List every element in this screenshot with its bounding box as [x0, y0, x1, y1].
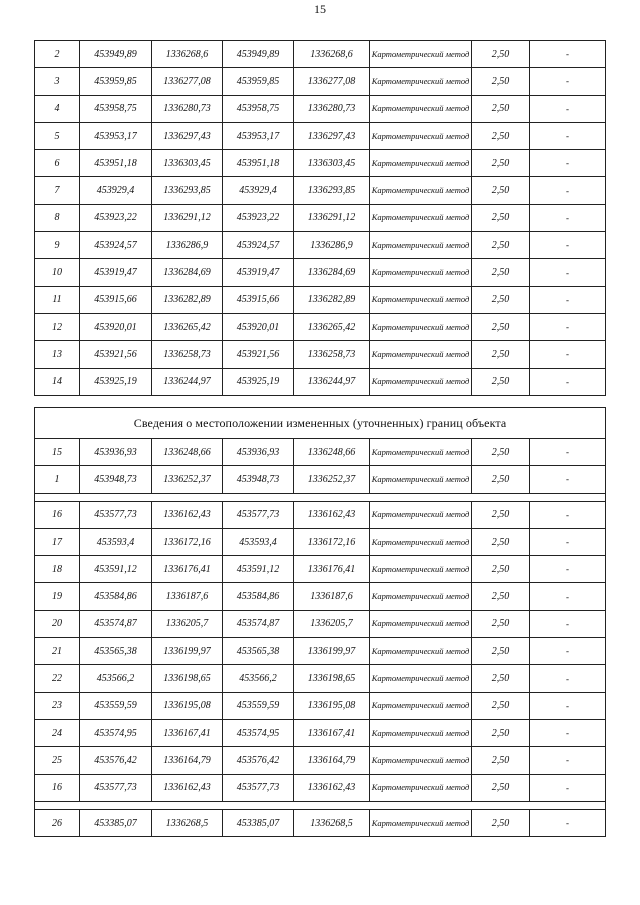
y-coord-cell: 1336195,08 — [152, 692, 223, 719]
description-cell: - — [530, 41, 606, 68]
accuracy-cell: 2,50 — [472, 719, 530, 746]
x-new-cell: 453915,66 — [223, 286, 294, 313]
point-number-cell: 12 — [35, 313, 80, 340]
y-coord-cell: 1336265,42 — [152, 313, 223, 340]
description-cell: - — [530, 719, 606, 746]
method-cell: Картометрический метод — [370, 747, 472, 774]
description-cell: - — [530, 259, 606, 286]
y-new-cell: 1336248,66 — [294, 439, 370, 466]
separator-cell — [35, 801, 606, 809]
description-cell: - — [530, 501, 606, 528]
table-row — [35, 68, 606, 95]
accuracy-cell: 2,50 — [472, 150, 530, 177]
y-new-cell: 1336280,73 — [294, 95, 370, 122]
point-number-cell: 7 — [35, 177, 80, 204]
accuracy-cell: 2,50 — [472, 583, 530, 610]
y-new-cell: 1336205,7 — [294, 610, 370, 637]
point-number-cell: 16 — [35, 501, 80, 528]
point-number-cell: 4 — [35, 95, 80, 122]
table-row — [35, 466, 606, 493]
method-cell: Картометрический метод — [370, 528, 472, 555]
point-number-cell: 24 — [35, 719, 80, 746]
y-new-cell: 1336303,45 — [294, 150, 370, 177]
y-coord-cell: 1336162,43 — [152, 501, 223, 528]
accuracy-cell: 2,50 — [472, 204, 530, 231]
method-cell: Картометрический метод — [370, 177, 472, 204]
x-coord-cell: 453577,73 — [80, 501, 152, 528]
x-coord-cell: 453959,85 — [80, 68, 152, 95]
x-coord-cell: 453593,4 — [80, 528, 152, 555]
accuracy-cell: 2,50 — [472, 638, 530, 665]
y-new-cell: 1336277,08 — [294, 68, 370, 95]
page-number: 15 — [314, 2, 326, 16]
table-row — [35, 501, 606, 528]
y-coord-cell: 1336268,5 — [152, 809, 223, 836]
point-number-cell: 11 — [35, 286, 80, 313]
x-new-cell: 453948,73 — [223, 466, 294, 493]
point-number-cell: 16 — [35, 774, 80, 801]
description-cell: - — [530, 809, 606, 836]
point-number-cell: 3 — [35, 68, 80, 95]
method-cell: Картометрический метод — [370, 313, 472, 340]
description-cell: - — [530, 204, 606, 231]
x-coord-cell: 453948,73 — [80, 466, 152, 493]
x-coord-cell: 453919,47 — [80, 259, 152, 286]
accuracy-cell: 2,50 — [472, 122, 530, 149]
table-row — [35, 439, 606, 466]
accuracy-cell: 2,50 — [472, 341, 530, 368]
description-cell: - — [530, 528, 606, 555]
x-new-cell: 453924,57 — [223, 232, 294, 259]
point-number-cell: 26 — [35, 809, 80, 836]
y-new-cell: 1336291,12 — [294, 204, 370, 231]
table-row — [35, 665, 606, 692]
x-coord-cell: 453591,12 — [80, 556, 152, 583]
y-coord-cell: 1336205,7 — [152, 610, 223, 637]
table-row — [35, 774, 606, 801]
y-coord-cell: 1336167,41 — [152, 719, 223, 746]
y-coord-cell: 1336303,45 — [152, 150, 223, 177]
x-coord-cell: 453385,07 — [80, 809, 152, 836]
description-cell: - — [530, 556, 606, 583]
y-new-cell: 1336258,73 — [294, 341, 370, 368]
y-coord-cell: 1336258,73 — [152, 341, 223, 368]
x-coord-cell: 453574,87 — [80, 610, 152, 637]
method-cell: Картометрический метод — [370, 95, 472, 122]
x-new-cell: 453577,73 — [223, 501, 294, 528]
point-number-cell: 15 — [35, 439, 80, 466]
method-cell: Картометрический метод — [370, 665, 472, 692]
y-coord-cell: 1336284,69 — [152, 259, 223, 286]
x-coord-cell: 453949,89 — [80, 41, 152, 68]
table-row — [35, 177, 606, 204]
table-row — [35, 556, 606, 583]
table-row — [35, 341, 606, 368]
method-cell: Картометрический метод — [370, 556, 472, 583]
x-coord-cell: 453576,42 — [80, 747, 152, 774]
x-new-cell: 453574,87 — [223, 610, 294, 637]
y-coord-cell: 1336280,73 — [152, 95, 223, 122]
y-new-cell: 1336297,43 — [294, 122, 370, 149]
accuracy-cell: 2,50 — [472, 439, 530, 466]
x-coord-cell: 453566,2 — [80, 665, 152, 692]
y-coord-cell: 1336187,6 — [152, 583, 223, 610]
description-cell: - — [530, 313, 606, 340]
description-cell: - — [530, 610, 606, 637]
accuracy-cell: 2,50 — [472, 556, 530, 583]
point-number-cell: 19 — [35, 583, 80, 610]
x-new-cell: 453929,4 — [223, 177, 294, 204]
description-cell: - — [530, 583, 606, 610]
method-cell: Картометрический метод — [370, 341, 472, 368]
y-new-cell: 1336162,43 — [294, 501, 370, 528]
x-new-cell: 453584,86 — [223, 583, 294, 610]
y-coord-cell: 1336199,97 — [152, 638, 223, 665]
accuracy-cell: 2,50 — [472, 177, 530, 204]
group-separator — [35, 801, 606, 809]
method-cell: Картометрический метод — [370, 719, 472, 746]
description-cell: - — [530, 665, 606, 692]
x-new-cell: 453958,75 — [223, 95, 294, 122]
method-cell: Картометрический метод — [370, 439, 472, 466]
method-cell: Картометрический метод — [370, 638, 472, 665]
y-new-cell: 1336198,65 — [294, 665, 370, 692]
x-new-cell: 453951,18 — [223, 150, 294, 177]
accuracy-cell: 2,50 — [472, 466, 530, 493]
y-new-cell: 1336244,97 — [294, 368, 370, 395]
y-new-cell: 1336293,85 — [294, 177, 370, 204]
y-coord-cell: 1336291,12 — [152, 204, 223, 231]
group-separator — [35, 493, 606, 501]
y-coord-cell: 1336277,08 — [152, 68, 223, 95]
x-new-cell: 453949,89 — [223, 41, 294, 68]
x-new-cell: 453576,42 — [223, 747, 294, 774]
table-row — [35, 313, 606, 340]
table-row — [35, 528, 606, 555]
point-number-cell: 13 — [35, 341, 80, 368]
table-row — [35, 692, 606, 719]
accuracy-cell: 2,50 — [472, 95, 530, 122]
method-cell: Картометрический метод — [370, 368, 472, 395]
description-cell: - — [530, 747, 606, 774]
description-cell: - — [530, 638, 606, 665]
table-row — [35, 41, 606, 68]
description-cell: - — [530, 122, 606, 149]
description-cell: - — [530, 177, 606, 204]
y-new-cell: 1336284,69 — [294, 259, 370, 286]
accuracy-cell: 2,50 — [472, 809, 530, 836]
accuracy-cell: 2,50 — [472, 747, 530, 774]
method-cell: Картометрический метод — [370, 150, 472, 177]
table-row — [35, 583, 606, 610]
table-row — [35, 204, 606, 231]
x-coord-cell: 453951,18 — [80, 150, 152, 177]
y-new-cell: 1336252,37 — [294, 466, 370, 493]
separator-cell — [35, 493, 606, 501]
method-cell: Картометрический метод — [370, 692, 472, 719]
point-number-cell: 8 — [35, 204, 80, 231]
x-coord-cell: 453559,59 — [80, 692, 152, 719]
x-new-cell: 453925,19 — [223, 368, 294, 395]
x-coord-cell: 453574,95 — [80, 719, 152, 746]
y-new-cell: 1336282,89 — [294, 286, 370, 313]
accuracy-cell: 2,50 — [472, 610, 530, 637]
description-cell: - — [530, 439, 606, 466]
accuracy-cell: 2,50 — [472, 41, 530, 68]
y-new-cell: 1336167,41 — [294, 719, 370, 746]
x-new-cell: 453959,85 — [223, 68, 294, 95]
point-number-cell: 5 — [35, 122, 80, 149]
description-cell: - — [530, 466, 606, 493]
y-coord-cell: 1336268,6 — [152, 41, 223, 68]
x-new-cell: 453919,47 — [223, 259, 294, 286]
method-cell: Картометрический метод — [370, 583, 472, 610]
x-new-cell: 453385,07 — [223, 809, 294, 836]
x-new-cell: 453559,59 — [223, 692, 294, 719]
accuracy-cell: 2,50 — [472, 286, 530, 313]
accuracy-cell: 2,50 — [472, 665, 530, 692]
y-coord-cell: 1336244,97 — [152, 368, 223, 395]
table-row — [35, 610, 606, 637]
table-row — [35, 719, 606, 746]
point-number-cell: 23 — [35, 692, 80, 719]
table-row — [35, 122, 606, 149]
y-new-cell: 1336199,97 — [294, 638, 370, 665]
x-coord-cell: 453915,66 — [80, 286, 152, 313]
y-coord-cell: 1336252,37 — [152, 466, 223, 493]
y-coord-cell: 1336162,43 — [152, 774, 223, 801]
x-coord-cell: 453584,86 — [80, 583, 152, 610]
y-new-cell: 1336162,43 — [294, 774, 370, 801]
x-coord-cell: 453924,57 — [80, 232, 152, 259]
table-row — [35, 232, 606, 259]
description-cell: - — [530, 232, 606, 259]
point-number-cell: 9 — [35, 232, 80, 259]
description-cell: - — [530, 95, 606, 122]
y-coord-cell: 1336297,43 — [152, 122, 223, 149]
description-cell: - — [530, 692, 606, 719]
point-number-cell: 20 — [35, 610, 80, 637]
table-heading: Сведения о местоположении измененных (уточненных) границ объекта — [35, 408, 606, 439]
accuracy-cell: 2,50 — [472, 528, 530, 555]
x-coord-cell: 453953,17 — [80, 122, 152, 149]
x-new-cell: 453921,56 — [223, 341, 294, 368]
accuracy-cell: 2,50 — [472, 313, 530, 340]
y-coord-cell: 1336164,79 — [152, 747, 223, 774]
y-coord-cell: 1336248,66 — [152, 439, 223, 466]
method-cell: Картометрический метод — [370, 809, 472, 836]
accuracy-cell: 2,50 — [472, 368, 530, 395]
x-new-cell: 453565,38 — [223, 638, 294, 665]
accuracy-cell: 2,50 — [472, 259, 530, 286]
method-cell: Картометрический метод — [370, 204, 472, 231]
accuracy-cell: 2,50 — [472, 774, 530, 801]
table-row — [35, 809, 606, 836]
description-cell: - — [530, 368, 606, 395]
x-coord-cell: 453920,01 — [80, 313, 152, 340]
y-new-cell: 1336268,5 — [294, 809, 370, 836]
x-coord-cell: 453577,73 — [80, 774, 152, 801]
table-row — [35, 368, 606, 395]
x-new-cell: 453566,2 — [223, 665, 294, 692]
point-number-cell: 1 — [35, 466, 80, 493]
y-new-cell: 1336268,6 — [294, 41, 370, 68]
x-coord-cell: 453923,22 — [80, 204, 152, 231]
x-new-cell: 453577,73 — [223, 774, 294, 801]
description-cell: - — [530, 341, 606, 368]
point-number-cell: 21 — [35, 638, 80, 665]
description-cell: - — [530, 286, 606, 313]
x-new-cell: 453936,93 — [223, 439, 294, 466]
y-coord-cell: 1336286,9 — [152, 232, 223, 259]
y-coord-cell: 1336198,65 — [152, 665, 223, 692]
y-coord-cell: 1336176,41 — [152, 556, 223, 583]
x-coord-cell: 453936,93 — [80, 439, 152, 466]
x-new-cell: 453591,12 — [223, 556, 294, 583]
point-number-cell: 25 — [35, 747, 80, 774]
point-number-cell: 14 — [35, 368, 80, 395]
x-coord-cell: 453565,38 — [80, 638, 152, 665]
y-coord-cell: 1336282,89 — [152, 286, 223, 313]
method-cell: Картометрический метод — [370, 41, 472, 68]
point-number-cell: 10 — [35, 259, 80, 286]
accuracy-cell: 2,50 — [472, 68, 530, 95]
table-row — [35, 259, 606, 286]
accuracy-cell: 2,50 — [472, 692, 530, 719]
y-new-cell: 1336286,9 — [294, 232, 370, 259]
table-row — [35, 286, 606, 313]
y-new-cell: 1336195,08 — [294, 692, 370, 719]
point-number-cell: 22 — [35, 665, 80, 692]
x-coord-cell: 453929,4 — [80, 177, 152, 204]
y-new-cell: 1336265,42 — [294, 313, 370, 340]
y-coord-cell: 1336293,85 — [152, 177, 223, 204]
boundary-points-table — [34, 40, 606, 396]
description-cell: - — [530, 150, 606, 177]
accuracy-cell: 2,50 — [472, 232, 530, 259]
point-number-cell: 6 — [35, 150, 80, 177]
changed-boundaries-table — [34, 407, 606, 837]
y-new-cell: 1336172,16 — [294, 528, 370, 555]
x-coord-cell: 453958,75 — [80, 95, 152, 122]
method-cell: Картометрический метод — [370, 610, 472, 637]
x-new-cell: 453920,01 — [223, 313, 294, 340]
method-cell: Картометрический метод — [370, 232, 472, 259]
method-cell: Картометрический метод — [370, 259, 472, 286]
table-heading-row — [35, 408, 606, 439]
method-cell: Картометрический метод — [370, 501, 472, 528]
x-coord-cell: 453925,19 — [80, 368, 152, 395]
table-row — [35, 150, 606, 177]
x-new-cell: 453953,17 — [223, 122, 294, 149]
method-cell: Картометрический метод — [370, 122, 472, 149]
point-number-cell: 2 — [35, 41, 80, 68]
accuracy-cell: 2,50 — [472, 501, 530, 528]
method-cell: Картометрический метод — [370, 466, 472, 493]
description-cell: - — [530, 68, 606, 95]
y-new-cell: 1336187,6 — [294, 583, 370, 610]
y-new-cell: 1336176,41 — [294, 556, 370, 583]
point-number-cell: 17 — [35, 528, 80, 555]
method-cell: Картометрический метод — [370, 774, 472, 801]
x-coord-cell: 453921,56 — [80, 341, 152, 368]
y-coord-cell: 1336172,16 — [152, 528, 223, 555]
x-new-cell: 453593,4 — [223, 528, 294, 555]
method-cell: Картометрический метод — [370, 286, 472, 313]
x-new-cell: 453923,22 — [223, 204, 294, 231]
y-new-cell: 1336164,79 — [294, 747, 370, 774]
point-number-cell: 18 — [35, 556, 80, 583]
table-row — [35, 95, 606, 122]
table-row — [35, 747, 606, 774]
table-row — [35, 638, 606, 665]
description-cell: - — [530, 774, 606, 801]
x-new-cell: 453574,95 — [223, 719, 294, 746]
method-cell: Картометрический метод — [370, 68, 472, 95]
